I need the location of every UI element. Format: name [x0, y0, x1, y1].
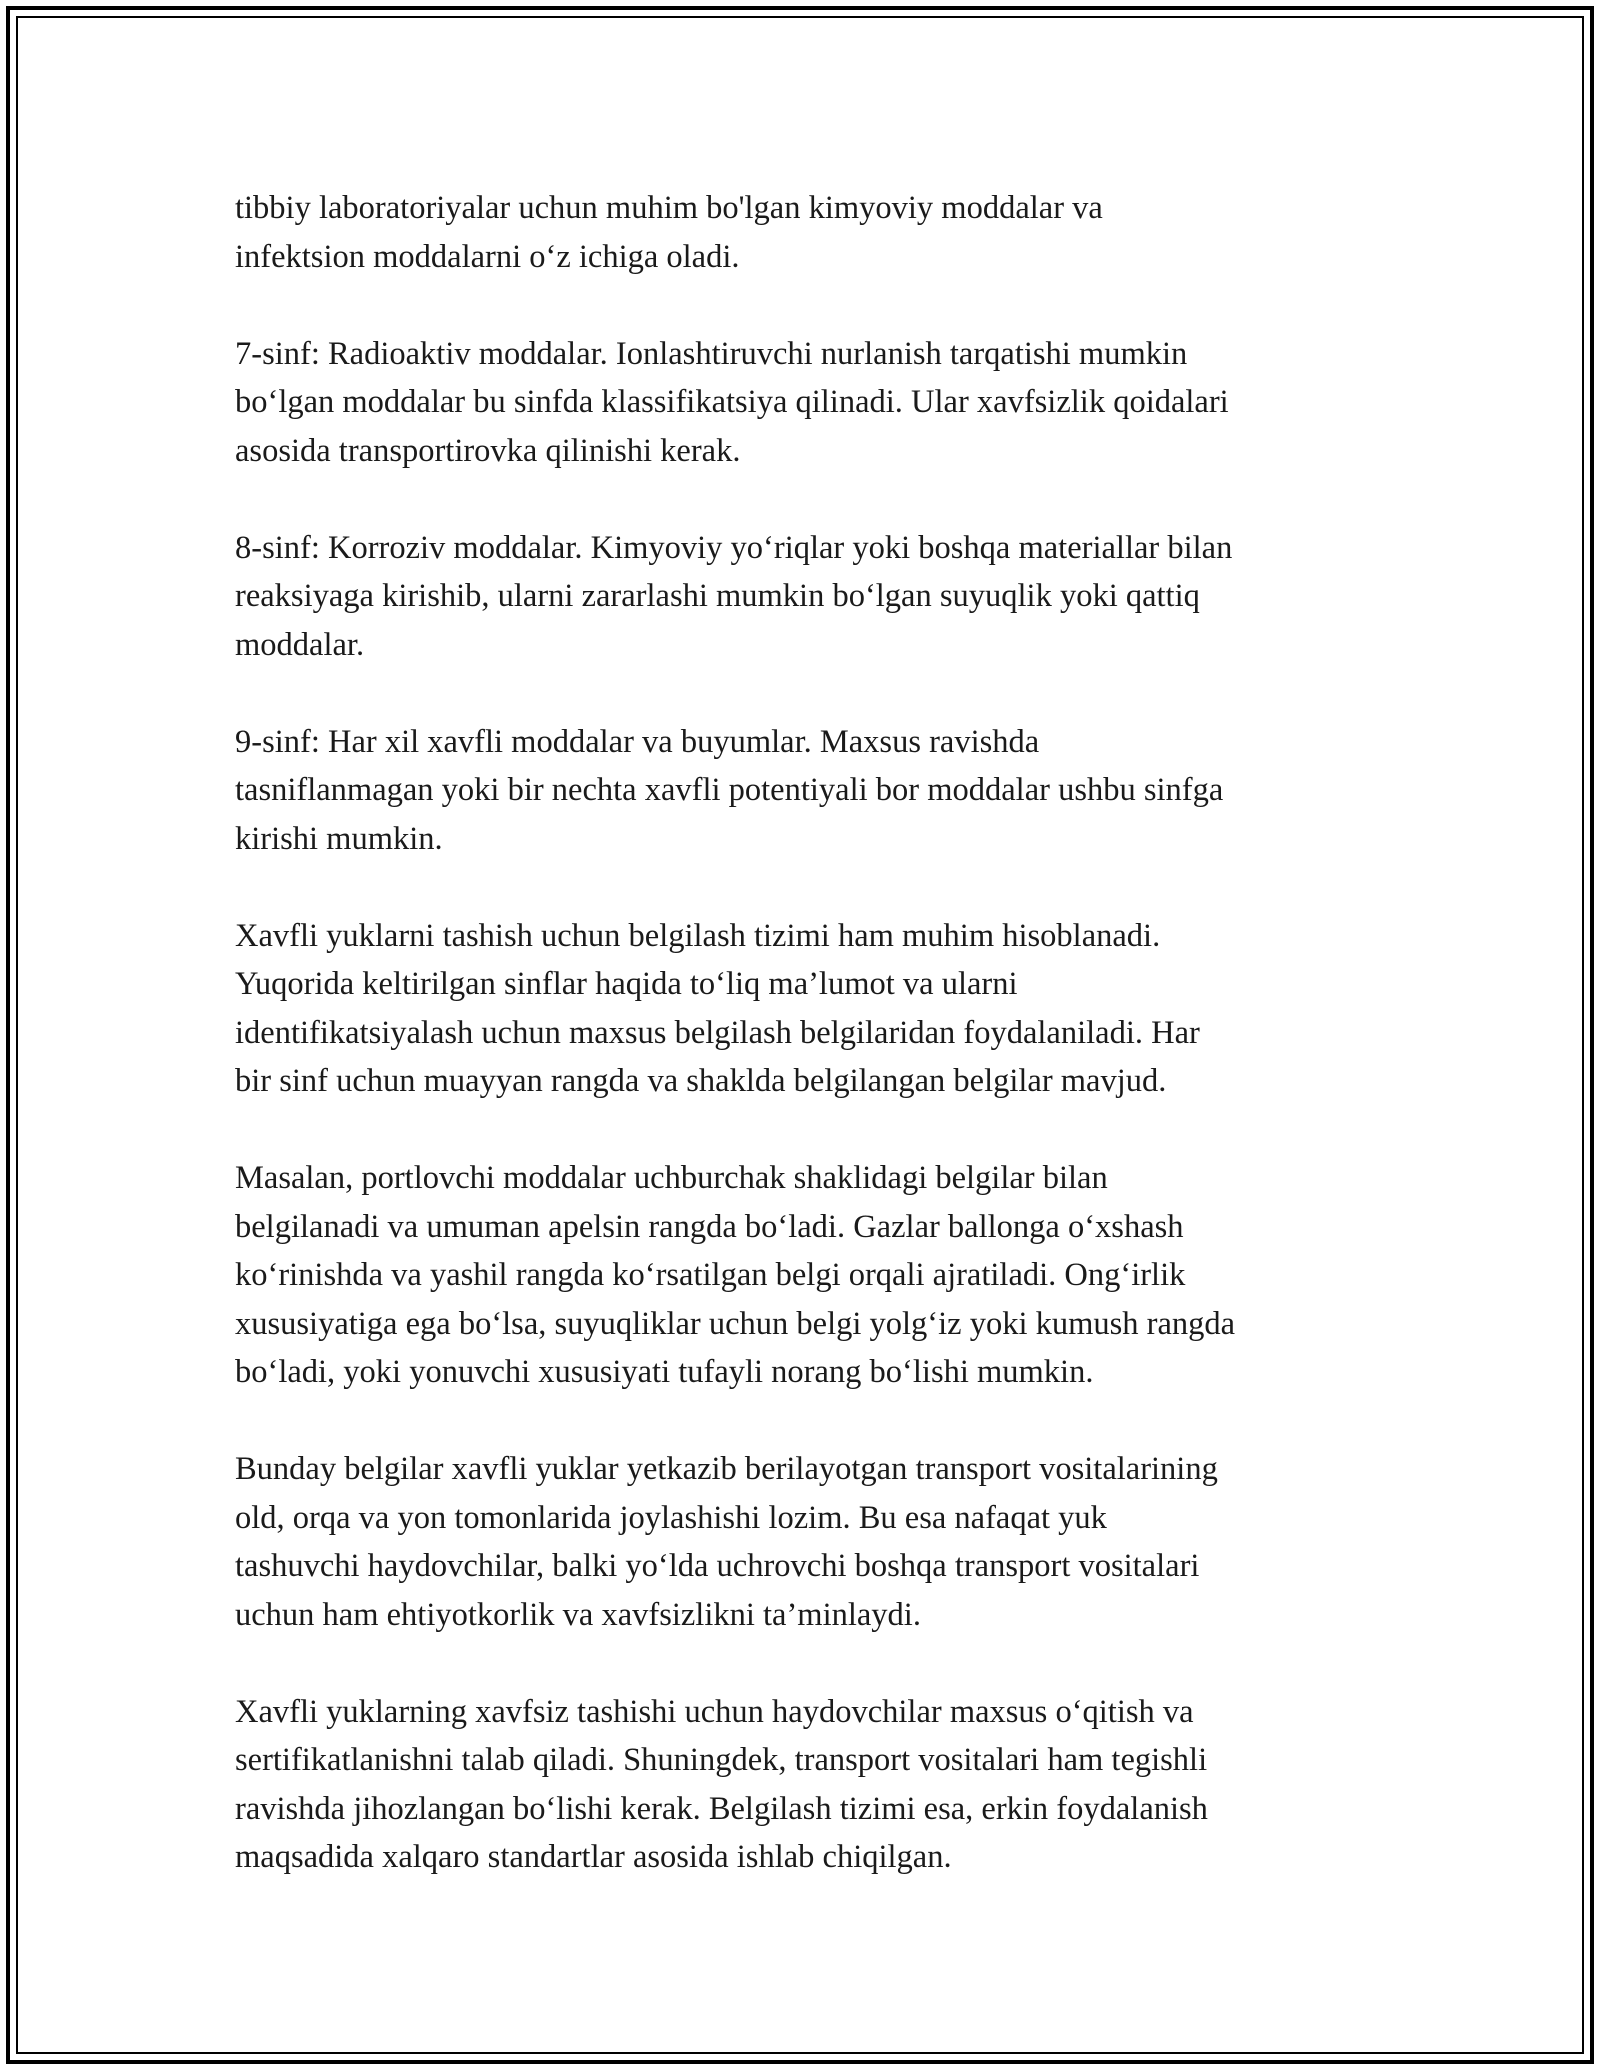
text-line: tashuvchi haydovchilar, balki yo‘lda uchrovchi boshqa transport vositalari	[235, 1548, 1200, 1584]
text-line: Xavfli yuklarni tashish uchun belgilash tizimi ham muhim hisoblanadi.	[235, 917, 1161, 954]
text-line: moddalar.	[235, 626, 365, 663]
paragraph-labeling-system	[235, 912, 1375, 1106]
text-line: tasniflanmagan yoki bir nechta xavfli potentiyali bor moddalar ushbu sinfga	[235, 772, 1224, 808]
text-line: asosida transportirovka qilinishi kerak.	[235, 432, 741, 469]
text-line: bir sinf uchun muayyan rangda va shaklda belgilangan belgilar mavjud.	[235, 1063, 1167, 1099]
text-line: Masalan, portlovchi moddalar uchburchak shaklidagi belgilar bilan	[235, 1160, 1108, 1196]
text-line: 9-sinf: Har xil xavfli moddalar va buyumlar. Maxsus ravishda	[235, 723, 1040, 760]
paragraph-examples	[235, 1154, 1375, 1397]
paragraph-class-8	[235, 524, 1375, 670]
text-line: uchun ham ehtiyotkorlik va xavfsizlikni ta’minlaydi.	[235, 1596, 921, 1633]
text-line: reaksiyaga kirishib, ularni zararlashi mumkin bo‘lgan suyuqlik yoki qattiq	[235, 578, 1200, 614]
text-line: maqsadida xalqaro standartlar asosida ishlab chiqilgan.	[235, 1839, 952, 1875]
text-line: Yuqorida keltirilgan sinflar haqida to‘liq ma’lumot va ularni	[235, 966, 1018, 1002]
paragraph-class-9	[235, 718, 1375, 864]
text-line: ravishda jihozlangan bo‘lishi kerak. Belgilash tizimi esa, erkin foydalanish	[235, 1790, 1208, 1827]
text-line: infektsion moddalarni o‘z ichiga oladi.	[235, 238, 740, 275]
paragraph-continuation	[235, 184, 1375, 281]
text-line: xususiyatiga ega bo‘lsa, suyuqliklar uchun belgi yolg‘iz yoki kumush rangda	[235, 1305, 1236, 1342]
text-line: ko‘rinishda va yashil rangda ko‘rsatilgan belgi orqali ajratiladi. Ong‘irlik	[235, 1257, 1186, 1293]
text-line: Bunday belgilar xavfli yuklar yetkazib berilayotgan transport vositalarining	[235, 1451, 1218, 1487]
text-line: belgilanadi va umuman apelsin rangda bo‘ladi. Gazlar ballonga o‘xshash	[235, 1208, 1184, 1245]
paragraph-class-7	[235, 330, 1375, 476]
document-body	[235, 184, 1375, 1930]
text-line: 8-sinf: Korroziv moddalar. Kimyoviy yo‘riqlar yoki boshqa materiallar bilan	[235, 529, 1233, 566]
text-line: tibbiy laboratoriyalar uchun muhim bo'lgan kimyoviy moddalar va	[235, 190, 1103, 226]
paragraph-placement	[235, 1445, 1375, 1639]
text-line: bo‘ladi, yoki yonuvchi xususiyati tufayli norang bo‘lishi mumkin.	[235, 1354, 1094, 1390]
paragraph-training	[235, 1688, 1375, 1882]
text-line: old, orqa va yon tomonlarida joylashishi lozim. Bu esa nafaqat yuk	[235, 1499, 1107, 1536]
text-line: bo‘lgan moddalar bu sinfda klassifikatsiya qilinadi. Ular xavfsizlik qoidalari	[235, 384, 1229, 420]
text-line: Xavfli yuklarning xavfsiz tashishi uchun haydovchilar maxsus o‘qitish va	[235, 1693, 1194, 1730]
text-line: 7-sinf: Radioaktiv moddalar. Ionlashtiruvchi nurlanish tarqatishi mumkin	[235, 335, 1188, 372]
text-line: kirishi mumkin.	[235, 820, 443, 857]
text-line: sertifikatlanishni talab qiladi. Shuningdek, transport vositalari ham tegishli	[235, 1742, 1208, 1778]
text-line: identifikatsiyalash uchun maxsus belgilash belgilaridan foydalaniladi. Har	[235, 1014, 1200, 1051]
